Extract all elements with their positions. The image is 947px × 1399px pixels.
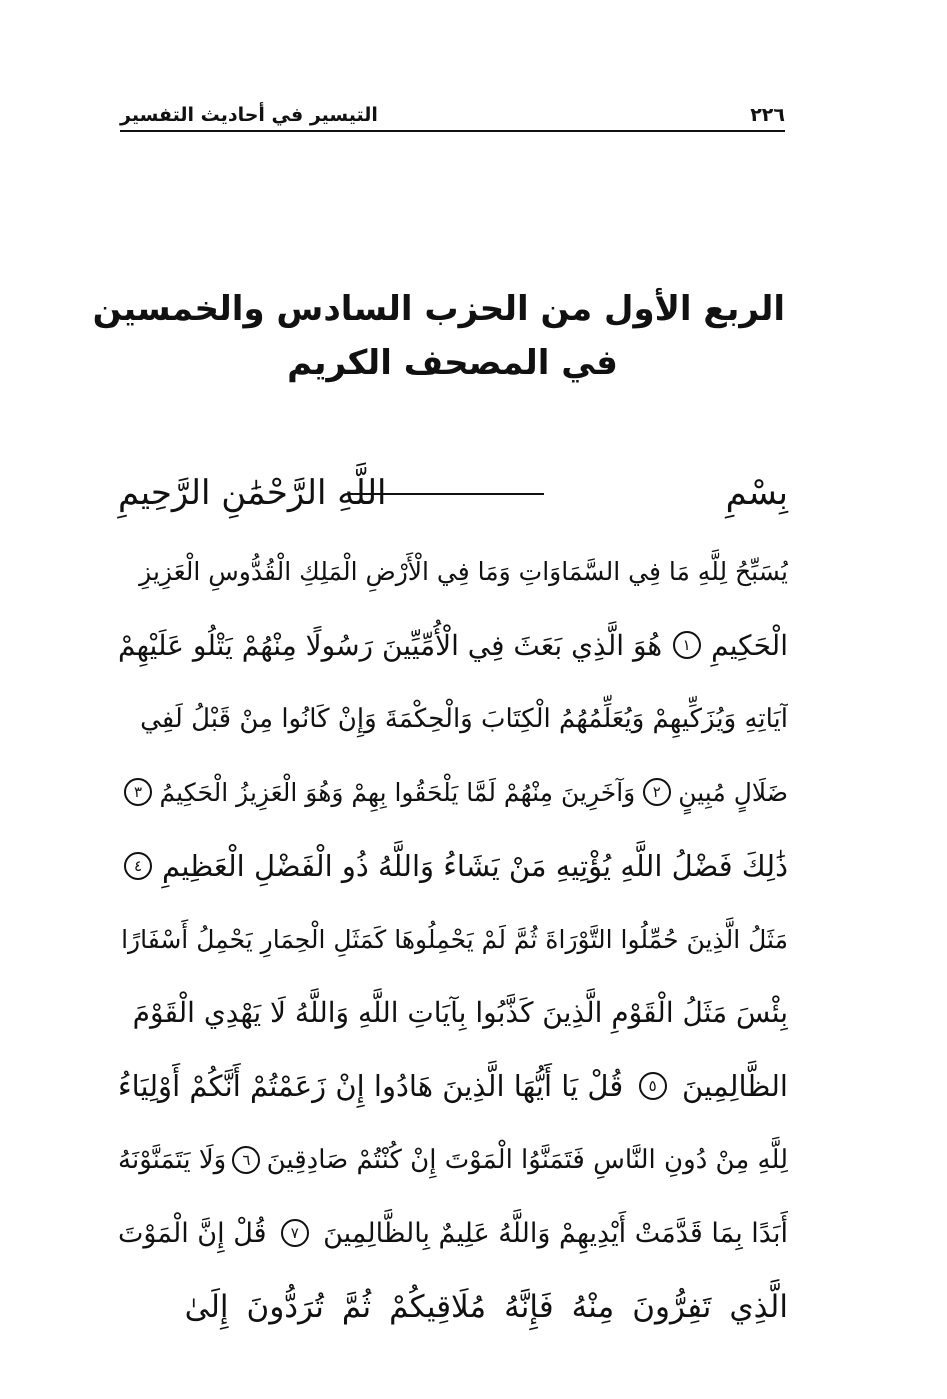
verse-word: ثُمَّ (341, 1288, 372, 1325)
chapter-title (92, 282, 785, 390)
verse-text: هُوَ الَّذِي بَعَثَ فِي الْأُمِّيِّينَ رَسُولًا مِنْهُمْ يَتْلُو عَلَيْهِمْ (118, 628, 663, 662)
verse-word: فَإِنَّهُ (504, 1288, 554, 1325)
verse-text: بِئْسَ مَثَلُ الْقَوْمِ الَّذِينَ كَذَّبُوا بِآيَاتِ اللَّهِ وَاللَّهُ لَا يَهْدِي الْقَوْمَ (132, 996, 788, 1030)
verse-text: يُسَبِّحُ لِلَّهِ مَا فِي السَّمَاوَاتِ وَمَا فِي الْأَرْضِ الْمَلِكِ الْقُدُّوسِ الْعَزِيزِ (139, 557, 788, 587)
verse-text: لِلَّهِ مِنْ دُونِ النَّاسِ فَتَمَنَّوُا الْمَوْتَ إِنْ كُنْتُمْ صَادِقِينَ (266, 1144, 788, 1175)
verse-text: ذَٰلِكَ فَضْلُ اللَّهِ يُؤْتِيهِ مَنْ يَشَاءُ وَاللَّهُ ذُو الْفَضْلِ الْعَظِيمِ (162, 848, 788, 883)
verse-text: وَلَا يَتَمَنَّوْنَهُ (118, 1144, 227, 1175)
verse-text: الظَّالِمِينَ (682, 1069, 788, 1104)
verse-text: وَآخَرِينَ مِنْهُمْ لَمَّا يَلْحَقُوا بِهِمْ وَهُوَ الْعَزِيزُ الْحَكِيمُ (159, 777, 636, 807)
verse-line (118, 1197, 788, 1271)
chapter-title-line-2: في المصحف الكريم (287, 343, 618, 383)
ayah-number-marker: ٥ (639, 1072, 667, 1100)
verse-line (118, 829, 788, 903)
verse-word: إِلَىٰ (184, 1288, 229, 1325)
verse-line (118, 535, 788, 609)
verse-line (118, 682, 788, 756)
verse-text: آيَاتِهِ وَيُزَكِّيهِمْ وَيُعَلِّمُهُمُ الْكِتَابَ وَالْحِكْمَةَ وَإِنْ كَانُوا مِنْ قَبْلُ لَفِي (140, 703, 788, 734)
verse-line (118, 1270, 788, 1344)
verse-line (118, 756, 788, 830)
verse-word: مُلَاقِيكُمْ (389, 1288, 487, 1325)
ayah-number-marker: ٢ (643, 778, 671, 806)
header-rule (120, 130, 785, 132)
basmala-rest: اللَّهِ الرَّحْمَٰنِ الرَّحِيمِ (118, 473, 387, 513)
ayah-number-marker: ٧ (281, 1219, 309, 1247)
verse-word: مِنْهُ (571, 1288, 615, 1325)
ayah-number-marker: ٣ (124, 778, 152, 806)
quran-verses (118, 535, 788, 1344)
verse-text: أَبَدًا بِمَا قَدَّمَتْ أَيْدِيهِمْ وَاللَّهُ عَلِيمٌ بِالظَّالِمِينَ (323, 1217, 788, 1249)
page-number: ٢٢٦ (750, 104, 785, 126)
verse-word: تُرَدُّونَ (246, 1288, 324, 1325)
verse-line (118, 976, 788, 1050)
ayah-number-marker: ٤ (124, 852, 152, 880)
verse-text: ضَلَالٍ مُبِينٍ (678, 777, 788, 807)
basmala-kashida-stroke (348, 493, 544, 495)
verse-text: الْحَكِيمِ (711, 628, 788, 662)
ayah-number-marker: ٦ (232, 1146, 260, 1174)
verse-line (118, 903, 788, 977)
verse-line (118, 1050, 788, 1124)
verse-text: مَثَلُ الَّذِينَ حُمِّلُوا التَّوْرَاةَ ثُمَّ لَمْ يَحْمِلُوهَا كَمَثَلِ الْحِمَارِ يَحْمِلُ أَسْفَارًا (121, 924, 788, 954)
book-title: التيسير في أحاديث التفسير (120, 104, 378, 126)
verse-line (118, 1123, 788, 1197)
basmala-bism: بِسْمِ (725, 473, 788, 513)
ayah-number-marker: ١ (673, 631, 701, 659)
verse-text: قُلْ إِنَّ الْمَوْتَ (118, 1217, 267, 1249)
verse-line (118, 609, 788, 683)
verse-word: الَّذِي (729, 1288, 788, 1325)
verse-word: تَفِرُّونَ (632, 1288, 712, 1325)
chapter-title-line-1: الربع الأول من الحزب السادس والخمسين (92, 289, 785, 329)
running-header (120, 92, 785, 126)
verse-text: قُلْ يَا أَيُّهَا الَّذِينَ هَادُوا إِنْ زَعَمْتُمْ أَنَّكُمْ أَوْلِيَاءُ (118, 1069, 624, 1104)
